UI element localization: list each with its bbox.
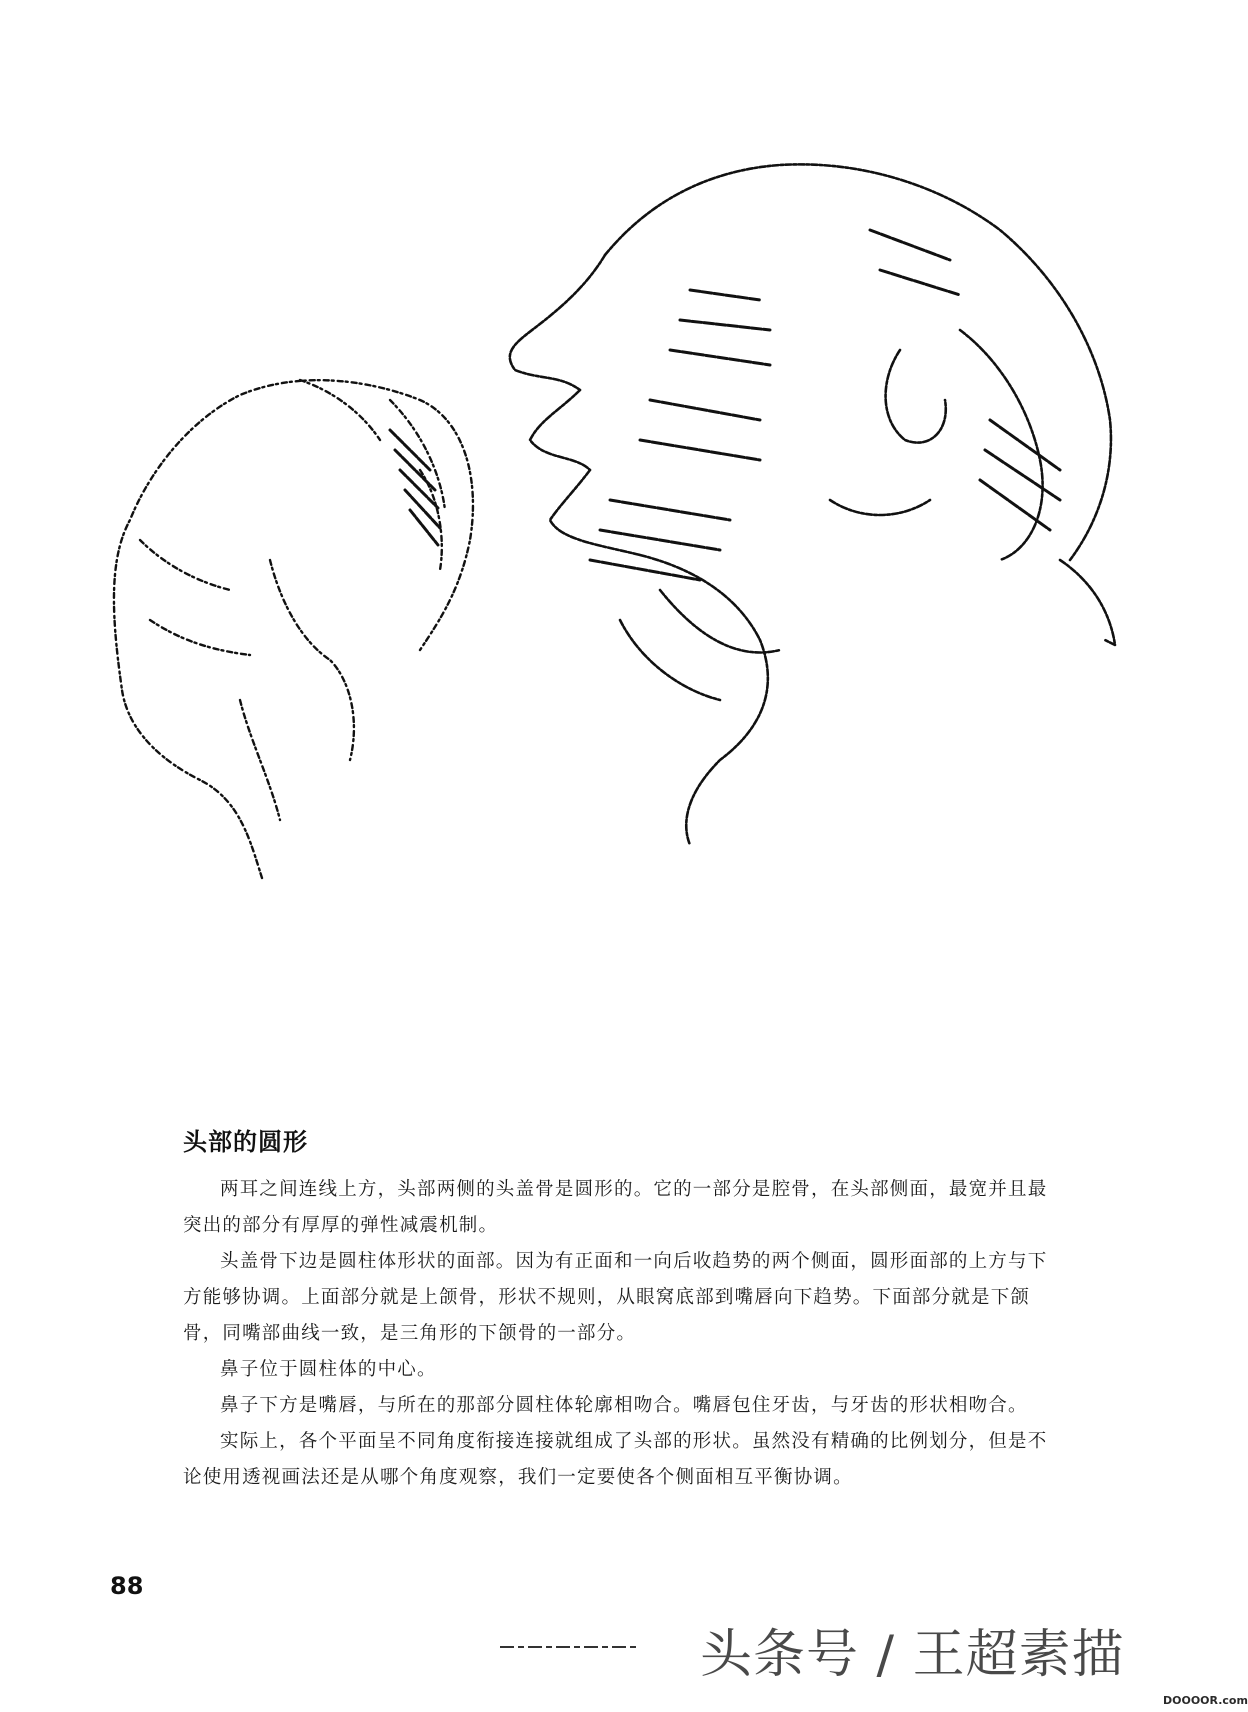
page-number: 88 bbox=[110, 1572, 144, 1600]
paragraph: 鼻子位于圆柱体的中心。 bbox=[220, 1359, 437, 1380]
paragraph: 头盖骨下边是圆柱体形状的面部。因为有正面和一向后收趋势的两个侧面，圆形面部的上方与下方能够协调。上面部分就是上颌骨，形状不规则，从眼窝底部到嘴唇向下趋势。下面部分就是下颌骨，同嘴部曲线一致，是三角形的下颌骨的一部分。 bbox=[183, 1251, 1048, 1344]
watermark: 头条号 / 王超素描 bbox=[700, 1625, 1125, 1685]
section-title: 头部的圆形 bbox=[183, 1127, 308, 1156]
paragraph: 鼻子下方是嘴唇，与所在的那部分圆柱体轮廓相吻合。嘴唇包住牙齿，与牙齿的形状相吻合。 bbox=[220, 1395, 1028, 1416]
site-mark: DOOOOR.com bbox=[1163, 1694, 1248, 1707]
paragraph: 实际上，各个平面呈不同角度衔接连接就组成了头部的形状。虽然没有精确的比例划分，但是不论使用透视画法还是从哪个角度观察，我们一定要使各个侧面相互平衡协调。 bbox=[183, 1431, 1048, 1488]
footer-rule bbox=[500, 1641, 640, 1653]
paragraph: 两耳之间连线上方，头部两侧的头盖骨是圆形的。它的一部分是腔骨，在头部侧面，最宽并且最突出的部分有厚厚的弹性减震机制。 bbox=[183, 1179, 1048, 1236]
back-of-head-sketch bbox=[114, 380, 473, 878]
profile-head-sketch bbox=[510, 164, 1115, 845]
body-text bbox=[183, 1172, 1063, 1496]
